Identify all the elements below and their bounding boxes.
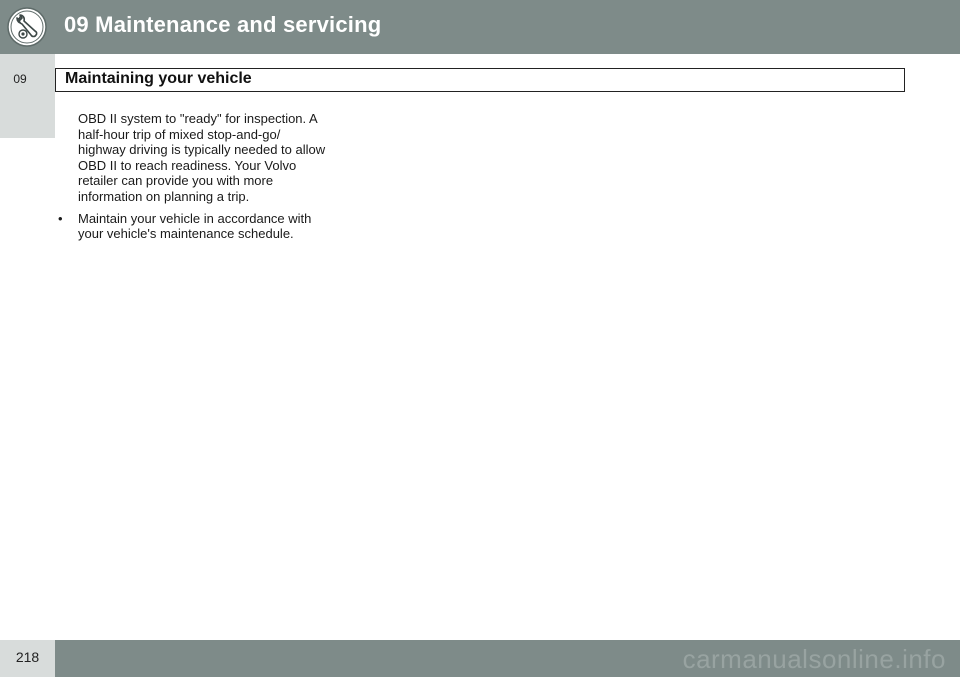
watermark: carmanualsonline.info (682, 644, 946, 674)
chapter-tab-label: 09 (13, 72, 27, 86)
list-item-text: Maintain your vehicle in accordance with your vehicle's maintenance schedule. (78, 210, 312, 242)
section-title: Maintaining your vehicle (65, 70, 252, 87)
section-heading-box (55, 68, 905, 92)
chapter-side-tab (0, 54, 55, 138)
header-icon-area (0, 0, 55, 54)
body-paragraph: OBD II system to "ready" for inspection. A half-hour trip of mixed stop-and-go/ highway driving is typically needed to allow OBD II to reach readiness. Your Volvo retailer can provide you with more information on planning a trip. (78, 111, 326, 204)
chapter-title: 09 Maintenance and servicing (64, 12, 382, 37)
page-number: 218 (15, 649, 40, 665)
list-item (58, 210, 328, 242)
bullet-icon: • (58, 210, 63, 226)
wrench-icon (6, 6, 48, 48)
content-column (58, 111, 328, 248)
